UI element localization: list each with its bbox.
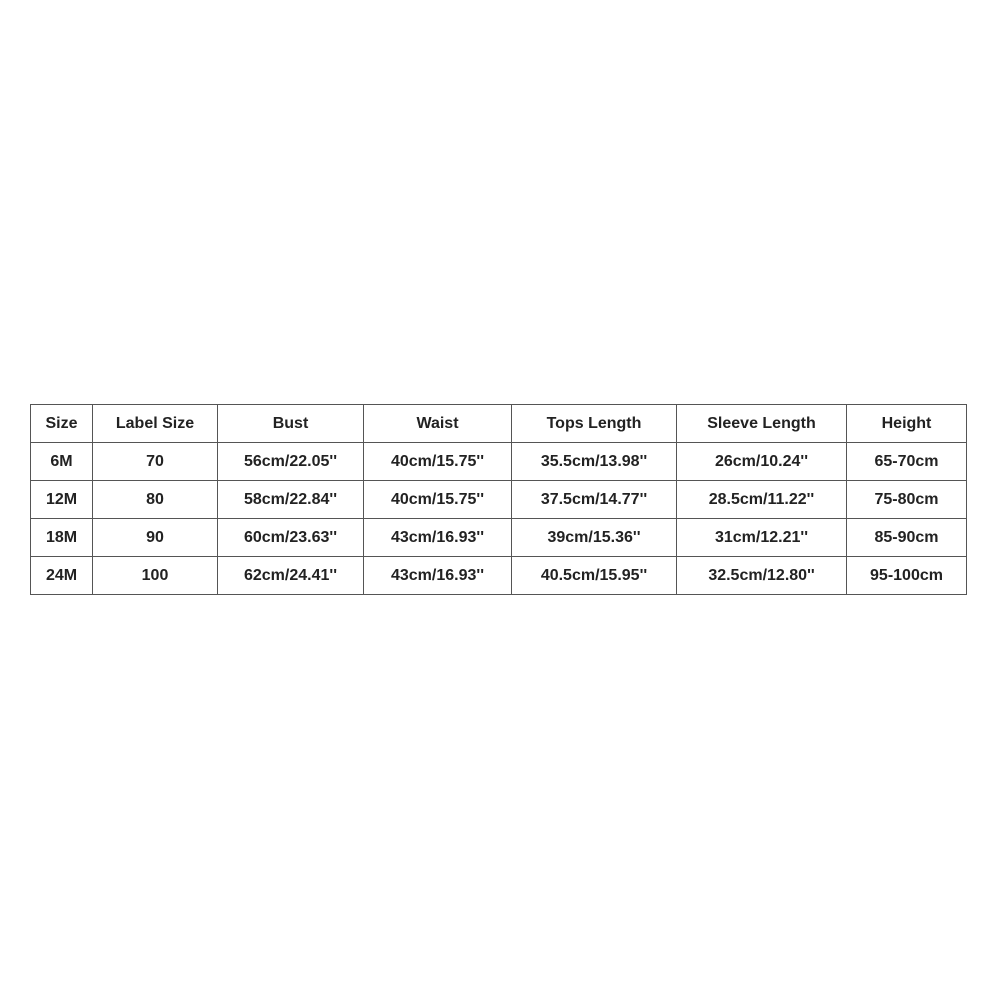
cell-waist: 43cm/16.93'': [364, 519, 512, 557]
cell-height: 65-70cm: [847, 443, 967, 481]
header-height: Height: [847, 405, 967, 443]
header-sleeve-length: Sleeve Length: [677, 405, 847, 443]
cell-size: 6M: [31, 443, 93, 481]
header-row: [31, 405, 967, 443]
header-label-size: Label Size: [93, 405, 218, 443]
cell-size: 18M: [31, 519, 93, 557]
table-row: [31, 443, 967, 481]
header-tops-length: Tops Length: [512, 405, 677, 443]
cell-bust: 60cm/23.63'': [218, 519, 364, 557]
cell-waist: 40cm/15.75'': [364, 443, 512, 481]
size-chart-table: [30, 404, 967, 595]
table-row: [31, 557, 967, 595]
cell-height: 95-100cm: [847, 557, 967, 595]
cell-tops-length: 39cm/15.36'': [512, 519, 677, 557]
cell-sleeve-length: 28.5cm/11.22'': [677, 481, 847, 519]
cell-label-size: 90: [93, 519, 218, 557]
cell-sleeve-length: 31cm/12.21'': [677, 519, 847, 557]
cell-bust: 58cm/22.84'': [218, 481, 364, 519]
cell-size: 24M: [31, 557, 93, 595]
cell-waist: 43cm/16.93'': [364, 557, 512, 595]
cell-waist: 40cm/15.75'': [364, 481, 512, 519]
cell-size: 12M: [31, 481, 93, 519]
cell-tops-length: 40.5cm/15.95'': [512, 557, 677, 595]
table-row: [31, 481, 967, 519]
cell-tops-length: 35.5cm/13.98'': [512, 443, 677, 481]
cell-sleeve-length: 26cm/10.24'': [677, 443, 847, 481]
cell-label-size: 80: [93, 481, 218, 519]
cell-height: 75-80cm: [847, 481, 967, 519]
header-size: Size: [31, 405, 93, 443]
cell-bust: 62cm/24.41'': [218, 557, 364, 595]
cell-tops-length: 37.5cm/14.77'': [512, 481, 677, 519]
header-bust: Bust: [218, 405, 364, 443]
cell-sleeve-length: 32.5cm/12.80'': [677, 557, 847, 595]
cell-height: 85-90cm: [847, 519, 967, 557]
cell-label-size: 100: [93, 557, 218, 595]
table-row: [31, 519, 967, 557]
cell-bust: 56cm/22.05'': [218, 443, 364, 481]
cell-label-size: 70: [93, 443, 218, 481]
header-waist: Waist: [364, 405, 512, 443]
